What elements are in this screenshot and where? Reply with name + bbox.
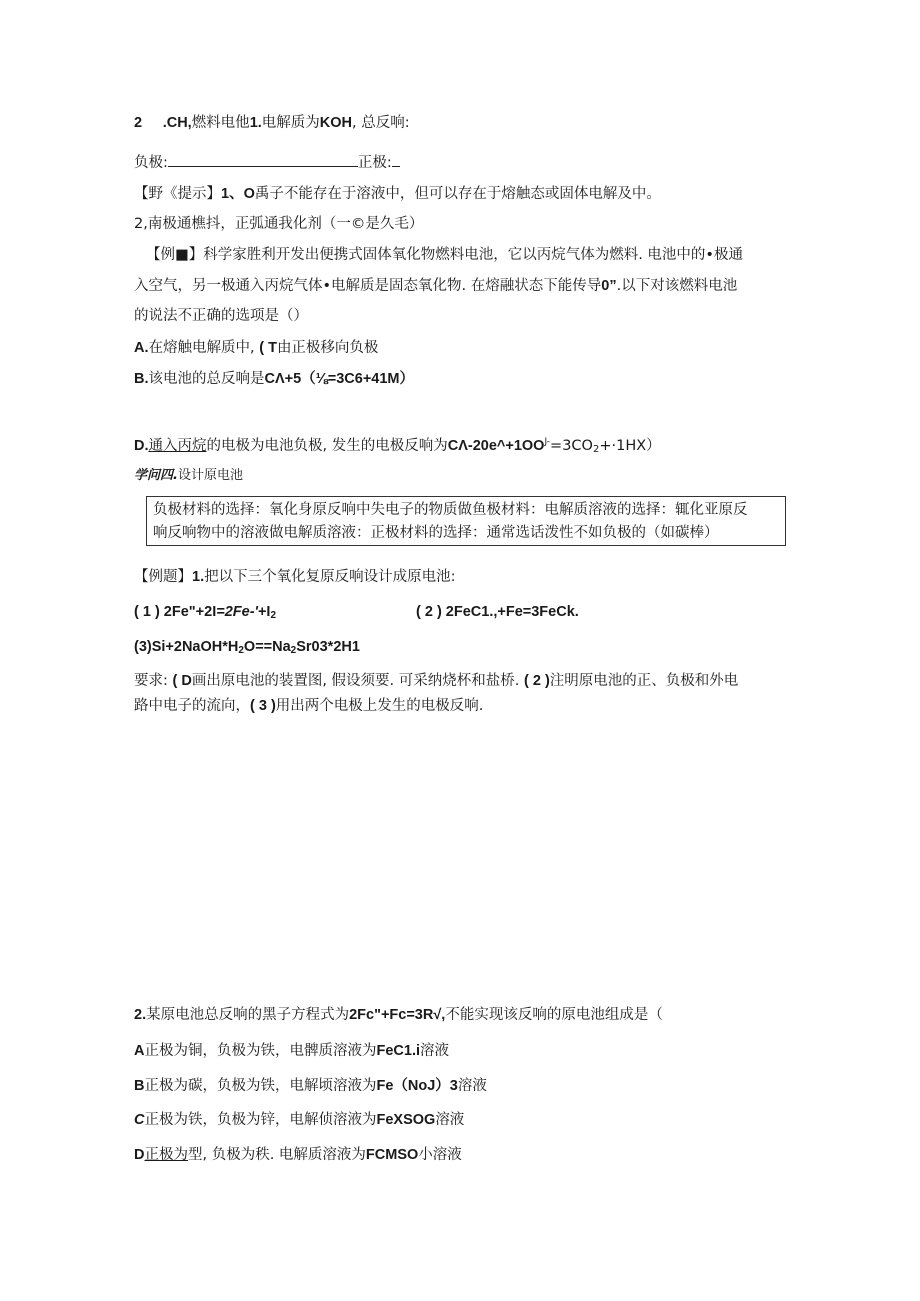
equation-3-sub-2: 2 xyxy=(290,645,297,656)
choice-a xyxy=(134,1041,449,1061)
option-a xyxy=(134,338,378,358)
choice-d-text: 型, 负极为秩. 电解质溶液为 xyxy=(187,1147,366,1163)
example-text-2b: .以下对该燃料电池 xyxy=(616,278,738,294)
equation-3 xyxy=(134,637,360,661)
negative-label: 负极: xyxy=(134,155,168,171)
example-line-3: 的说法不正确的选项是（） xyxy=(134,308,308,324)
equation-1-sub: 2 xyxy=(270,610,277,621)
choice-a-formula: FeC1.i xyxy=(376,1043,420,1059)
option-a-text-2: 由正极移向负极 xyxy=(276,340,379,356)
choice-c-text: 正极为铁，负极为锌，电解侦溶液为 xyxy=(144,1112,377,1128)
option-a-letter: A. xyxy=(134,340,149,356)
equation-3-sub: 2 xyxy=(238,645,244,656)
choice-a-letter: A xyxy=(134,1043,145,1059)
choice-c xyxy=(134,1110,464,1130)
option-d-formula: CΛ-20e^+1OO xyxy=(447,438,545,454)
option-b-formula: CΛ+5（⅛=3C6+41M） xyxy=(264,371,415,387)
choice-a-end: 溶液 xyxy=(420,1043,449,1059)
example-line-2 xyxy=(134,276,737,296)
option-a-text: 在熔触电解质中, xyxy=(148,340,260,356)
question-2-number: 2. xyxy=(134,1007,147,1023)
hint-text: 禹子不能存在于溶液中，但可以存在于熔触态或固体电解及中。 xyxy=(254,186,661,202)
choice-d-formula: FCMSO xyxy=(365,1147,419,1163)
req-bold-3: ( 3 ) xyxy=(250,698,276,714)
req-bold-1: ( D xyxy=(172,673,192,689)
equation-1-tail: +I xyxy=(257,604,271,620)
choice-b-text: 正极为碳，负极为铁，电解顷溶液为 xyxy=(144,1078,377,1094)
question-number: 2 xyxy=(134,115,143,131)
question-2-formula: 2Fc"+Fc=3R√, xyxy=(349,1007,446,1023)
note-box xyxy=(146,496,786,546)
question-2-heading xyxy=(134,113,410,133)
choice-d-letter: D xyxy=(134,1147,145,1163)
hint-bracket: 【野《提示】 xyxy=(134,186,221,202)
example-text-1: 科学家胜利开发出便携式固体氧化物燃料电池，它以丙烷气体为燃料. 电池中的•极通 xyxy=(203,247,743,263)
note-row-1: 负极材料的选择：氧化身原反响中失电子的物质做鱼极材料：电解质溶液的选择：辄化亚原反 xyxy=(153,502,748,518)
example-bold-2: 0” xyxy=(601,278,617,294)
example-head: 【例■】 xyxy=(146,247,204,263)
example-question-text: 把以下三个氧化复原反响设计成原电池: xyxy=(204,569,456,585)
choice-b-end: 溶液 xyxy=(457,1078,487,1094)
req-bold-2: ( 2 ) xyxy=(524,673,550,689)
example-question-title xyxy=(134,567,455,587)
req-text-3: 注明原电池的正、负极和外电 xyxy=(549,673,739,689)
question-2-text: 某原电池总反响的黑子方程式为 xyxy=(146,1007,350,1023)
heading-text-2: 电解质为 xyxy=(261,115,320,131)
option-d-sub: 2 xyxy=(592,444,600,455)
question-2 xyxy=(134,1005,663,1025)
formula-ch: .CH, xyxy=(162,115,192,131)
requirements-line-1 xyxy=(134,671,738,691)
option-b xyxy=(134,369,414,389)
example-text-2: 入空气，另一极通入丙烷气体•电解质是固态氧化物. 在熔融状态下能传导 xyxy=(134,278,602,294)
example-line-1 xyxy=(146,245,743,265)
equation-1-italic: =2Fe-' xyxy=(216,604,258,620)
choice-b-letter: B xyxy=(134,1078,145,1094)
example-question-head: 【例题】 xyxy=(134,569,192,585)
option-d-letter: D. xyxy=(134,438,149,454)
heading-text-3: , 总反响: xyxy=(352,115,410,131)
positive-label: 正极: xyxy=(357,155,392,171)
hint-bold: 1、O xyxy=(221,186,255,202)
question-2-text-2: 不能实现该反响的原电池组成是（ xyxy=(445,1007,663,1023)
choice-c-letter: C xyxy=(134,1112,145,1128)
equation-2-text: ( 2 ) 2FeC1.,+Fe=3FeCk. xyxy=(416,604,579,620)
option-d-text: 的电极为电池负极, 发生的电极反响为 xyxy=(206,438,448,454)
hint-line-1 xyxy=(134,184,661,204)
choice-c-formula: FeXSOG xyxy=(376,1112,436,1128)
requirements-line-2 xyxy=(134,696,483,716)
section-heading xyxy=(134,466,243,486)
choice-d-end: 小溶液 xyxy=(418,1147,462,1163)
equation-1 xyxy=(134,602,276,626)
equation-3-a: (3)Si+2NaOH*H xyxy=(134,639,239,655)
hint-line-2: 2,南极通樵抖，正弧通我化剂（一©是久毛） xyxy=(134,216,424,232)
equation-3-b: O==Na xyxy=(243,639,291,655)
section-title: 学问四. xyxy=(134,468,178,483)
choice-d xyxy=(134,1145,462,1165)
formula-koh: KOH xyxy=(319,115,353,131)
choice-b xyxy=(134,1076,487,1096)
electrode-line xyxy=(134,152,400,173)
example-question-number: 1. xyxy=(192,569,205,585)
req-text-5: 用出两个电极上发生的电极反响. xyxy=(275,698,484,714)
note-row-2: 响反响物中的溶液做电解质溶液：正极材料的选择：通常选话泼性不如负极的（如碳棒） xyxy=(153,525,719,541)
choice-a-text: 正极为铜，负极为铁，电髀质溶液为 xyxy=(144,1043,377,1059)
heading-text: 燃料电他 xyxy=(191,115,250,131)
req-text-2: 画出原电池的装置图, 假设须要. 可采纳烧杯和盐桥. xyxy=(191,673,524,689)
equation-2 xyxy=(416,602,579,622)
option-d-formula-2: =3CO xyxy=(550,438,593,454)
choice-b-formula: Fe（NoJ）3 xyxy=(376,1078,458,1094)
req-text-4: 路中电子的流向， xyxy=(134,698,250,714)
option-d-formula-3: +·1HX） xyxy=(599,438,661,454)
heading-bold: 1. xyxy=(249,115,262,131)
equation-3-c: Sr03*2H1 xyxy=(296,639,360,655)
option-b-text: 该电池的总反响是 xyxy=(148,371,265,387)
positive-blank[interactable] xyxy=(392,152,400,167)
option-d xyxy=(134,432,661,460)
negative-blank[interactable] xyxy=(168,152,358,167)
choice-d-underlined: 正极为 xyxy=(144,1147,188,1163)
req-text-1: 要求: xyxy=(134,673,173,689)
section-subtitle: 设计原电池 xyxy=(177,468,243,483)
option-b-letter: B. xyxy=(134,371,149,387)
choice-c-end: 溶液 xyxy=(435,1112,465,1128)
option-d-underlined: 通入丙烷 xyxy=(148,438,207,454)
equation-1-main: ( 1 ) 2Fe"+2I xyxy=(134,604,217,620)
option-a-bold: ( T xyxy=(259,340,277,356)
option-d-sup: J- xyxy=(544,437,551,447)
